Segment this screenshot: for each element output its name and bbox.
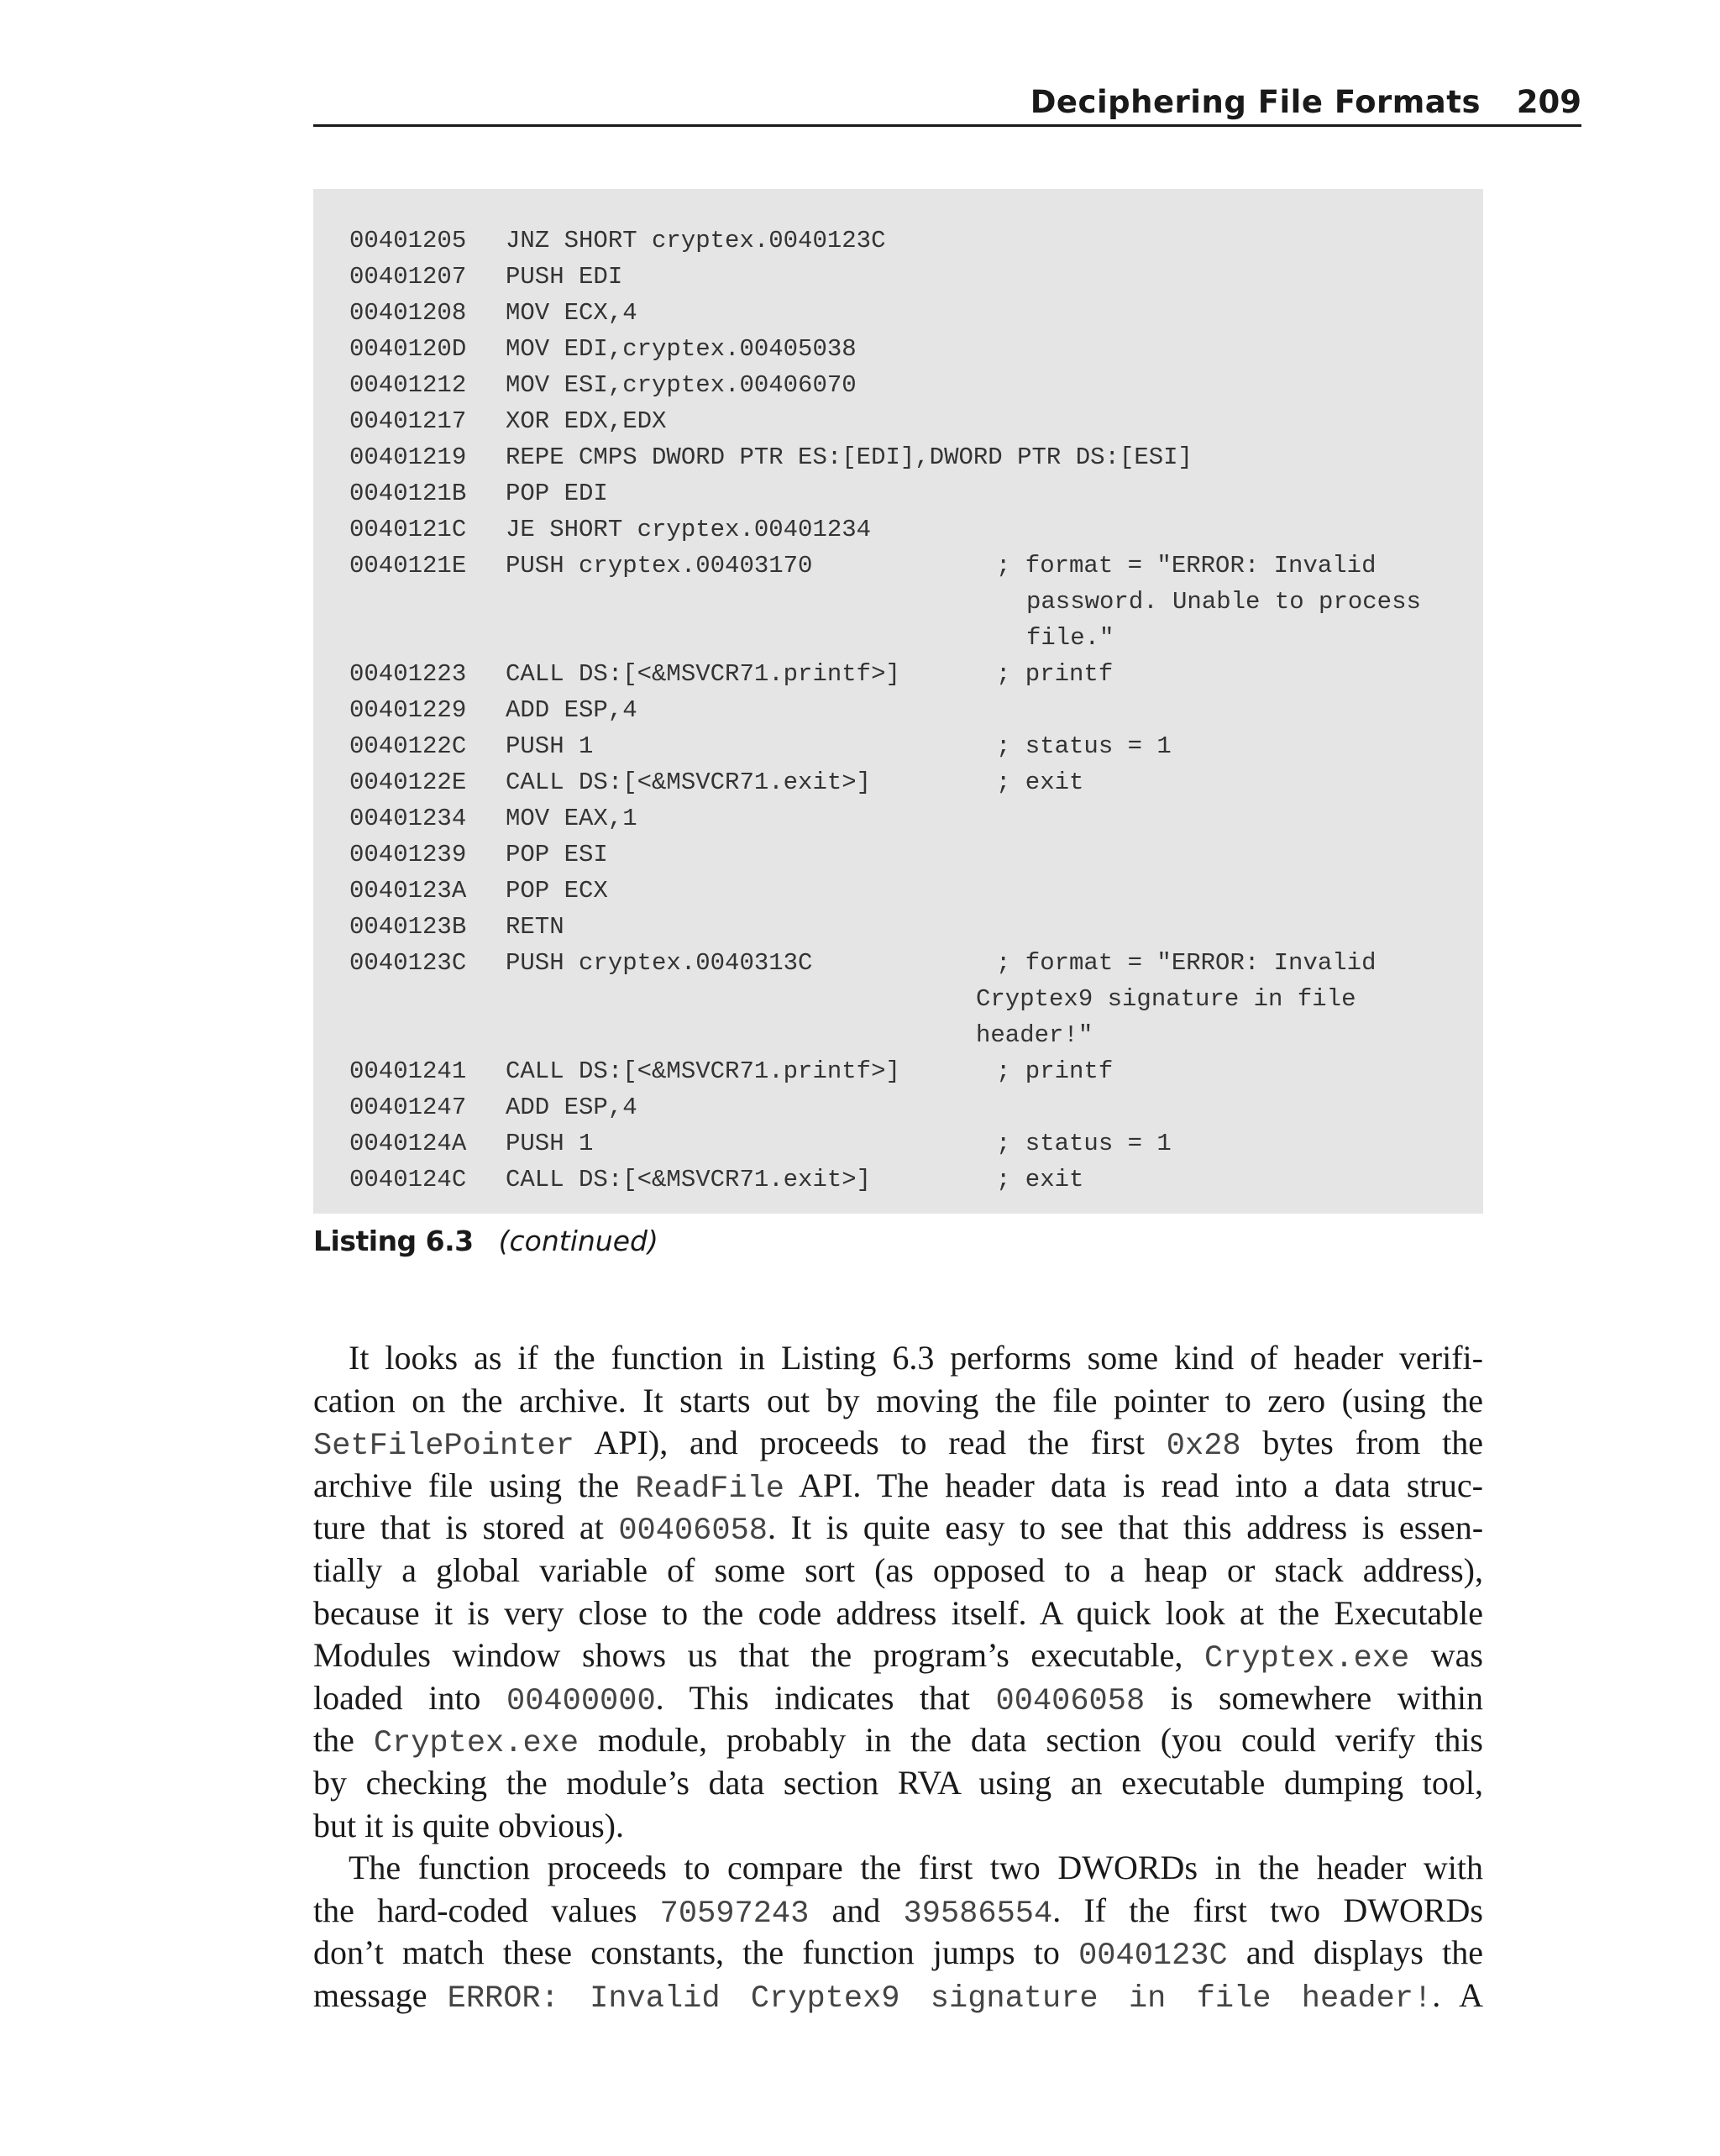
text-run: API. The header data is read into a data struc- xyxy=(784,1466,1483,1504)
code-address: 0040120D xyxy=(349,335,467,363)
code-address: 00401234 xyxy=(349,805,467,832)
inline-code: 00406058 xyxy=(995,1684,1146,1719)
code-instruction: MOV ESI,cryptex.00406070 xyxy=(506,371,857,399)
inline-code: Cryptex.exe xyxy=(1203,1641,1410,1676)
code-instruction: MOV EAX,1 xyxy=(506,805,637,832)
code-address: 00401212 xyxy=(349,371,467,399)
code-comment: ; format = "ERROR: Invalid xyxy=(996,552,1377,580)
code-address: 0040124C xyxy=(349,1166,467,1193)
code-address: 00401239 xyxy=(349,841,467,868)
text-run: tially a global variable of some sort (as opposed to a heap or stack address), xyxy=(313,1551,1483,1589)
code-address: 00401247 xyxy=(349,1094,467,1121)
code-address: 0040124A xyxy=(349,1130,467,1157)
code-instruction: POP ESI xyxy=(506,841,608,868)
code-instruction: PUSH 1 xyxy=(506,732,594,760)
code-address: 0040122C xyxy=(349,732,467,760)
caption-text: (continued) xyxy=(498,1225,658,1257)
text-run: because it is very close to the code address itself. A quick look at the Executable xyxy=(313,1594,1483,1632)
text-run: and xyxy=(809,1891,904,1929)
code-comment: ; status = 1 xyxy=(996,732,1172,760)
code-address: 0040121C xyxy=(349,516,467,543)
text-run: is somewhere within xyxy=(1145,1679,1483,1717)
code-instruction: POP EDI xyxy=(506,480,608,507)
code-address: 00401207 xyxy=(349,263,467,291)
text-run: message xyxy=(313,1976,448,2014)
code-instruction: PUSH EDI xyxy=(506,263,623,291)
code-instruction: MOV ECX,4 xyxy=(506,299,637,327)
code-address: 00401229 xyxy=(349,696,467,724)
code-comment-continuation: Cryptex9 signature in file xyxy=(976,985,1356,1013)
text-run: but it is quite obvious). xyxy=(313,1807,624,1844)
inline-code: 70597243 xyxy=(659,1896,810,1932)
text-line xyxy=(313,1337,1483,1379)
code-address: 00401208 xyxy=(349,299,467,327)
code-address: 00401219 xyxy=(349,443,467,471)
code-address: 0040121E xyxy=(349,552,467,580)
header-title: Deciphering File Formats xyxy=(1030,84,1481,120)
inline-code: ReadFile xyxy=(635,1471,784,1507)
code-address: 0040123A xyxy=(349,877,467,905)
text-line xyxy=(313,1422,1483,1464)
text-run: cation on the archive. It starts out by moving the file pointer to zero (using the xyxy=(313,1382,1483,1419)
inline-code: 0040123C xyxy=(1078,1938,1228,1974)
code-instruction: CALL DS:[<&MSVCR71.printf>] xyxy=(506,1057,900,1085)
code-instruction: CALL DS:[<&MSVCR71.printf>] xyxy=(506,660,900,688)
inline-code: SetFilePointer xyxy=(313,1429,574,1464)
code-comment: ; printf xyxy=(996,1057,1114,1085)
text-line xyxy=(313,1805,1483,1847)
text-line xyxy=(313,1507,1483,1549)
code-address: 0040122E xyxy=(349,769,467,796)
code-instruction: CALL DS:[<&MSVCR71.exit>] xyxy=(506,1166,872,1193)
code-comment-continuation: file." xyxy=(1026,624,1114,652)
code-comment-continuation: password. Unable to process xyxy=(1026,588,1421,616)
text-run: module, probably in the data section (you could verify this xyxy=(579,1721,1483,1759)
caption-label: Listing 6.3 xyxy=(313,1225,474,1257)
text-line xyxy=(313,1890,1483,1932)
text-run: The function proceeds to compare the first two DWORDs in the header with xyxy=(349,1849,1483,1886)
text-run: don’t match these constants, the function jumps to xyxy=(313,1933,1079,1971)
text-run: by checking the module’s data section RVA using an executable dumping tool, xyxy=(313,1764,1483,1802)
inline-code: 00406058 xyxy=(618,1513,768,1549)
text-run: the xyxy=(313,1721,374,1759)
inline-code: Cryptex.exe xyxy=(373,1726,579,1761)
inline-code: 0x28 xyxy=(1166,1429,1241,1464)
text-run: . A xyxy=(1432,1976,1483,2014)
code-address: 0040121B xyxy=(349,480,467,507)
text-line xyxy=(313,1465,1483,1507)
text-run: API), and proceeds to read the first xyxy=(574,1424,1167,1461)
code-instruction: PUSH cryptex.0040313C xyxy=(506,949,813,977)
code-instruction: JE SHORT cryptex.00401234 xyxy=(506,516,872,543)
text-line xyxy=(313,1847,1483,1889)
page-number: 209 xyxy=(1516,84,1581,120)
text-run: . It is quite easy to see that this address is essen- xyxy=(767,1508,1484,1546)
inline-code: 00400000 xyxy=(506,1684,656,1719)
text-line xyxy=(313,1762,1483,1804)
text-line xyxy=(313,1550,1483,1592)
code-instruction: ADD ESP,4 xyxy=(506,1094,637,1121)
text-line xyxy=(313,1634,1483,1676)
text-line xyxy=(313,1380,1483,1422)
code-instruction: MOV EDI,cryptex.00405038 xyxy=(506,335,857,363)
inline-code: 39586554 xyxy=(903,1896,1053,1932)
text-run: . If the first two DWORDs xyxy=(1052,1891,1483,1929)
text-run: loaded into xyxy=(313,1679,507,1717)
code-instruction: RETN xyxy=(506,913,564,941)
code-comment-continuation: header!" xyxy=(976,1021,1093,1049)
text-run: . This indicates that xyxy=(655,1679,996,1717)
code-address: 0040123B xyxy=(349,913,467,941)
text-run: bytes from the xyxy=(1240,1424,1483,1461)
code-instruction: XOR EDX,EDX xyxy=(506,407,667,435)
code-instruction: PUSH 1 xyxy=(506,1130,594,1157)
text-line xyxy=(313,1592,1483,1634)
text-run: ture that is stored at xyxy=(313,1508,619,1546)
code-address: 00401217 xyxy=(349,407,467,435)
code-listing xyxy=(313,189,1483,1214)
running-header xyxy=(313,77,1581,127)
code-comment: ; printf xyxy=(996,660,1114,688)
code-instruction: CALL DS:[<&MSVCR71.exit>] xyxy=(506,769,872,796)
text-run: It looks as if the function in Listing 6.3 performs some kind of header verifi- xyxy=(349,1339,1483,1377)
code-comment: ; exit xyxy=(996,769,1084,796)
text-line xyxy=(313,1677,1483,1719)
code-instruction: REPE CMPS DWORD PTR ES:[EDI],DWORD PTR DS:[ESI] xyxy=(506,443,1193,471)
code-address: 00401205 xyxy=(349,227,467,254)
code-address: 00401223 xyxy=(349,660,467,688)
code-instruction: PUSH cryptex.00403170 xyxy=(506,552,813,580)
text-run: and displays the xyxy=(1227,1933,1484,1971)
listing-caption xyxy=(313,1225,658,1257)
text-run: the hard-coded values xyxy=(313,1891,660,1929)
code-address: 0040123C xyxy=(349,949,467,977)
text-run: Modules window shows us that the program’s executable, xyxy=(313,1636,1204,1674)
code-instruction: JNZ SHORT cryptex.0040123C xyxy=(506,227,886,254)
text-run: was xyxy=(1409,1636,1483,1674)
code-comment: ; format = "ERROR: Invalid xyxy=(996,949,1377,977)
text-run: archive file using the xyxy=(313,1466,636,1504)
inline-code: ERROR: Invalid Cryptex9 signature in file header! xyxy=(447,1981,1433,2017)
code-instruction: ADD ESP,4 xyxy=(506,696,637,724)
code-comment: ; status = 1 xyxy=(996,1130,1172,1157)
text-line xyxy=(313,1719,1483,1761)
text-line xyxy=(313,1932,1483,1974)
code-address: 00401241 xyxy=(349,1057,467,1085)
code-instruction: POP ECX xyxy=(506,877,608,905)
text-line xyxy=(313,1975,1483,2017)
code-comment: ; exit xyxy=(996,1166,1084,1193)
